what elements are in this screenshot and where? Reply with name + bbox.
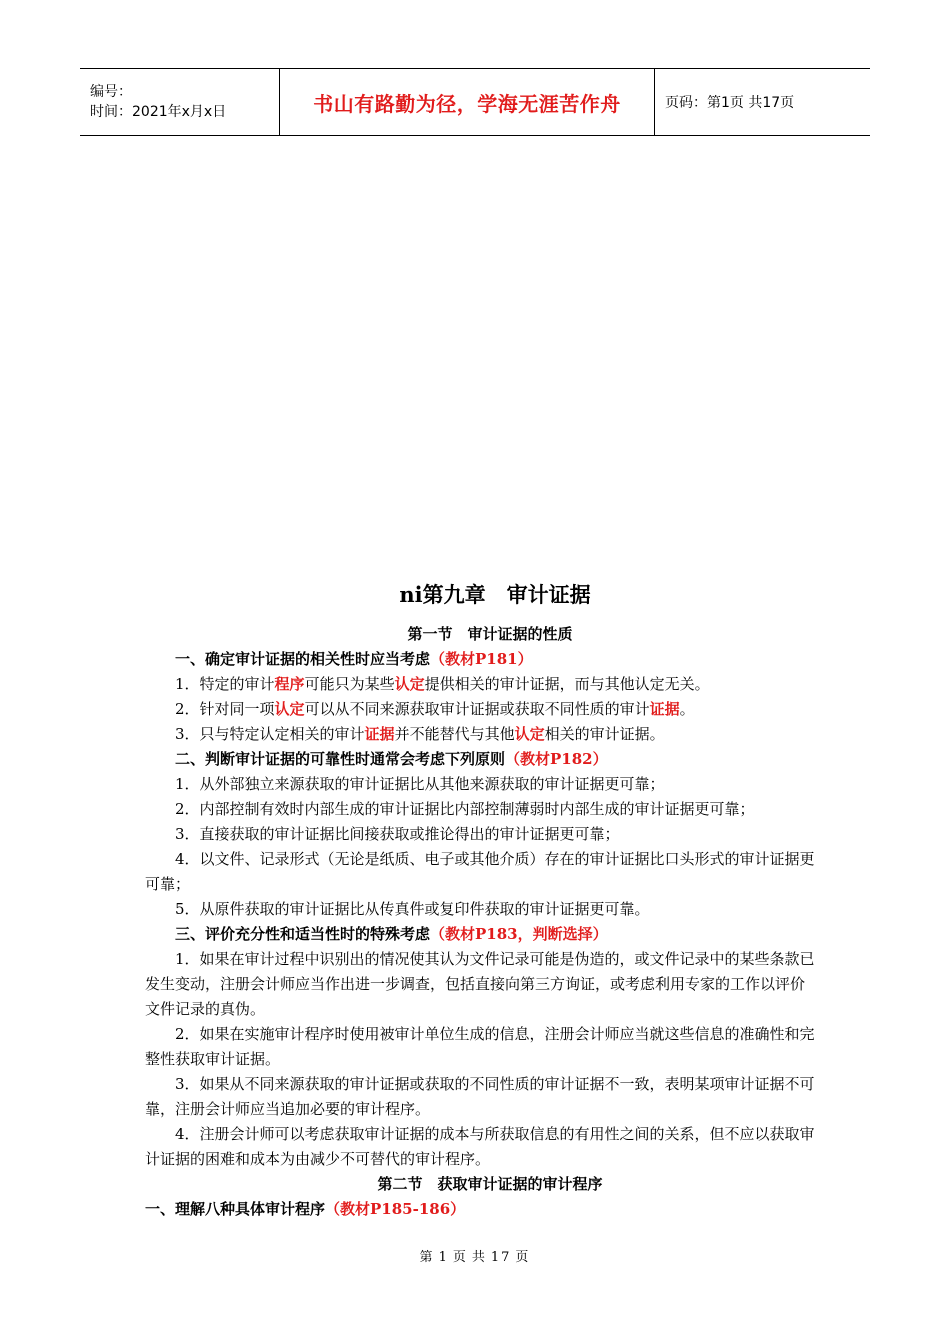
motto: 书山有路勤为径，学海无涯苦作舟 xyxy=(313,91,621,116)
header-left-cell xyxy=(80,69,280,135)
heading: 一、理解八种具体审计程序（教材P185-186） xyxy=(145,1200,466,1218)
paragraph: 3．只与特定认定相关的审计证据并不能替代与其他认定相关的审计证据。 xyxy=(175,725,665,743)
heading: 二、判断审计证据的可靠性时通常会考虑下列原则（教材P182） xyxy=(175,750,608,768)
number-label: 编号： xyxy=(90,84,132,100)
page-label: 页码：第1页 共17页 xyxy=(665,95,795,111)
document-body xyxy=(145,580,815,1222)
paragraph: 4．注册会计师可以考虑获取审计证据的成本与所获取信息的有用性之间的关系，但不应以获取审计证据的困难和成本为由减少不可替代的审计程序。 xyxy=(145,1125,815,1168)
page-footer: 第 1 页 共 17 页 xyxy=(419,1250,531,1265)
section-title: 第一节 审计证据的性质 xyxy=(407,625,573,643)
paragraph: 4．以文件、记录形式（无论是纸质、电子或其他介质）存在的审计证据比口头形式的审计证据更可靠； xyxy=(145,850,815,893)
paragraph: 2．内部控制有效时内部生成的审计证据比内部控制薄弱时内部生成的审计证据更可靠； xyxy=(175,800,755,818)
section-title: 第二节 获取审计证据的审计程序 xyxy=(377,1175,603,1193)
heading: 三、评价充分性和适当性时的特殊考虑（教材P183，判断选择） xyxy=(175,925,608,943)
chapter-title: ni第九章 审计证据 xyxy=(399,582,591,607)
header-motto-cell xyxy=(280,69,655,135)
paragraph: 3．直接获取的审计证据比间接获取或推论得出的审计证据更可靠； xyxy=(175,825,620,843)
paragraph: 2．如果在实施审计程序时使用被审计单位生成的信息，注册会计师应当就这些信息的准确性和完整性获取审计证据。 xyxy=(145,1025,815,1068)
heading: 一、确定审计证据的相关性时应当考虑（教材P181） xyxy=(175,650,533,668)
header-table xyxy=(80,68,870,136)
paragraph: 1．从外部独立来源获取的审计证据比从其他来源获取的审计证据更可靠； xyxy=(175,775,665,793)
paragraph: 5．从原件获取的审计证据比从传真件或复印件获取的审计证据更可靠。 xyxy=(175,900,650,918)
date-label: 时间：2021年x月x日 xyxy=(90,104,227,120)
paragraph: 3．如果从不同来源获取的审计证据或获取的不同性质的审计证据不一致，表明某项审计证据不可靠，注册会计师应当追加必要的审计程序。 xyxy=(145,1075,815,1118)
paragraph: 1．特定的审计程序可能只为某些认定提供相关的审计证据，而与其他认定无关。 xyxy=(175,675,710,693)
paragraph: 1．如果在审计过程中识别出的情况使其认为文件记录可能是伪造的，或文件记录中的某些条款已发生变动，注册会计师应当作出进一步调查，包括直接向第三方询证，或考虑利用专家的工作以评价文件记录的真伪。 xyxy=(145,950,815,1018)
header-page-cell xyxy=(655,69,870,135)
paragraph: 2．针对同一项认定可以从不同来源获取审计证据或获取不同性质的审计证据。 xyxy=(175,700,695,718)
